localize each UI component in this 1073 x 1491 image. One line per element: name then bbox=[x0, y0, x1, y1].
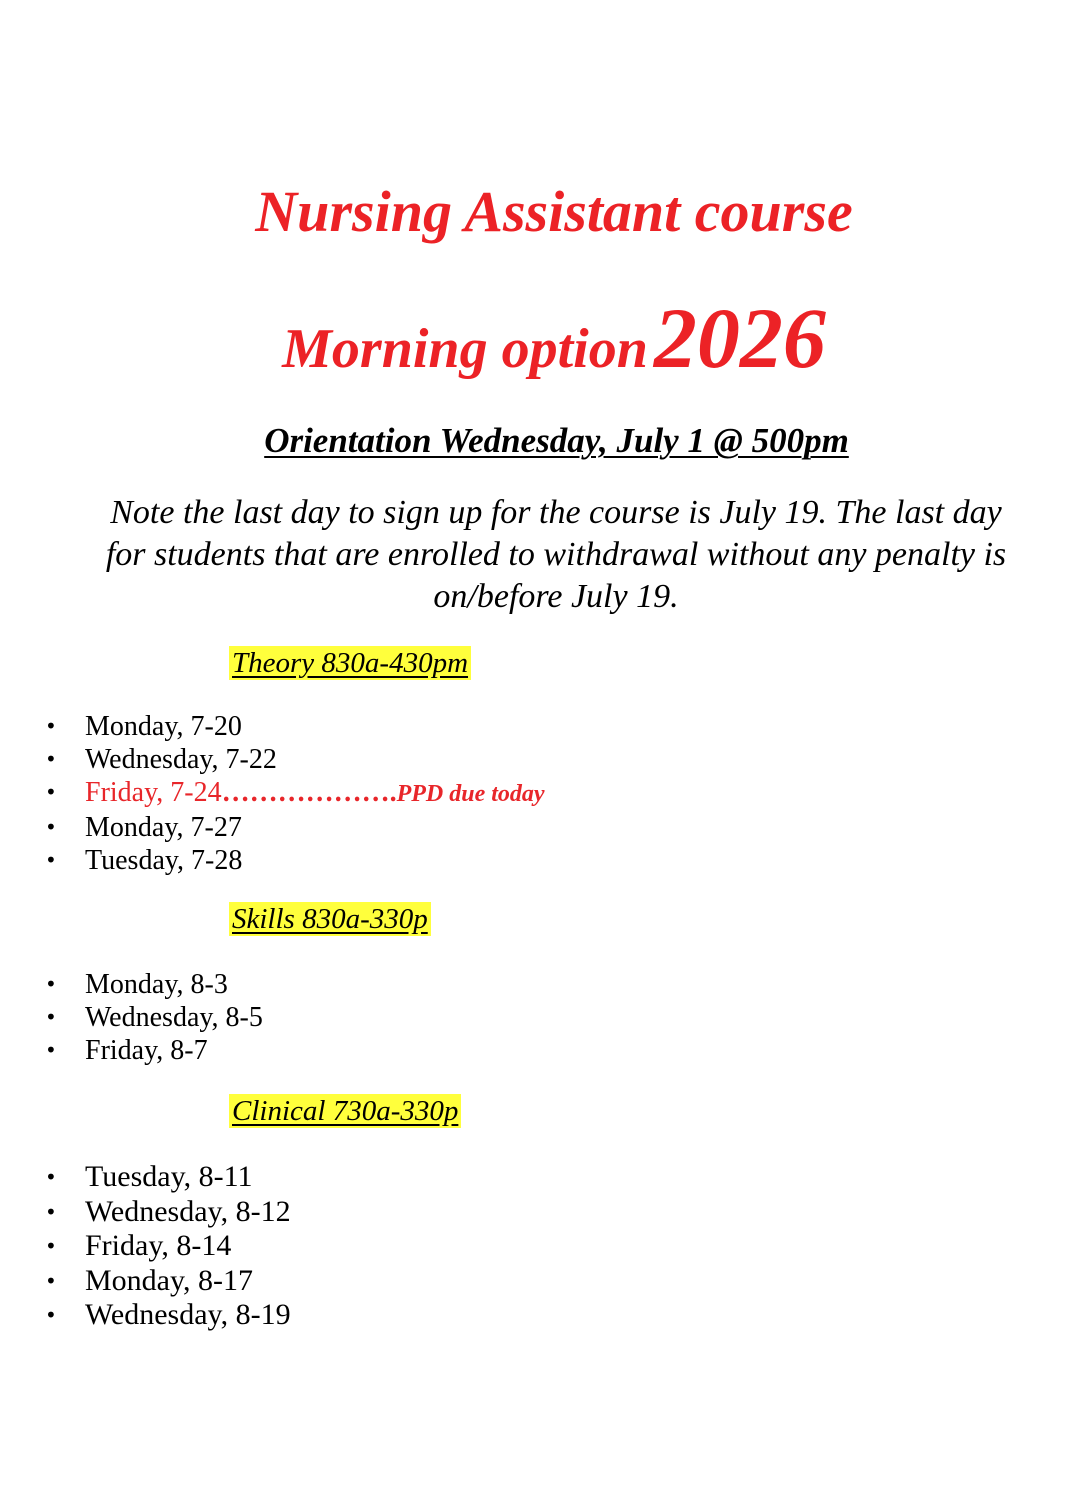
list-item-date: Friday, 7-24 bbox=[85, 777, 222, 808]
list-item: • Wednesday, 8-5 bbox=[0, 1001, 900, 1034]
list-item: • Tuesday, 8-11 bbox=[0, 1160, 900, 1195]
theory-heading: Theory 830a-430pm bbox=[229, 646, 471, 680]
list-item: • Wednesday, 8-19 bbox=[0, 1298, 900, 1333]
list-item: • Friday, 8-7 bbox=[0, 1034, 900, 1067]
list-item: • Monday, 8-3 bbox=[0, 968, 900, 1001]
theory-list bbox=[0, 710, 900, 877]
clinical-list bbox=[0, 1160, 900, 1333]
list-item: • Wednesday, 8-12 bbox=[0, 1195, 900, 1230]
list-item: • Monday, 8-17 bbox=[0, 1264, 900, 1299]
list-item: • Monday, 7-20 bbox=[0, 710, 900, 743]
ppd-due-note: PPD due today bbox=[396, 781, 545, 807]
list-item: • Wednesday, 7-22 bbox=[0, 743, 900, 776]
dot-leader: ………………. bbox=[221, 777, 397, 808]
signup-note: Note the last day to sign up for the course is July 19. The last day for students that are enrolled to withdrawal without any penalty is on/before July 19. bbox=[105, 494, 1007, 615]
skills-heading: Skills 830a-330p bbox=[229, 902, 431, 936]
course-subtitle bbox=[0, 288, 1073, 410]
list-item: • Tuesday, 7-28 bbox=[0, 844, 900, 877]
course-option: Morning option bbox=[282, 318, 648, 380]
orientation-date: Orientation Wednesday, July 1 @ 500pm bbox=[264, 421, 849, 460]
course-title: Nursing Assistant course bbox=[255, 179, 853, 244]
list-item-alert bbox=[0, 776, 900, 811]
clinical-heading: Clinical 730a-330p bbox=[229, 1094, 461, 1128]
list-item: • Monday, 7-27 bbox=[0, 811, 900, 844]
course-year: 2026 bbox=[653, 290, 826, 386]
skills-list bbox=[0, 968, 900, 1067]
list-item: • Friday, 8-14 bbox=[0, 1229, 900, 1264]
